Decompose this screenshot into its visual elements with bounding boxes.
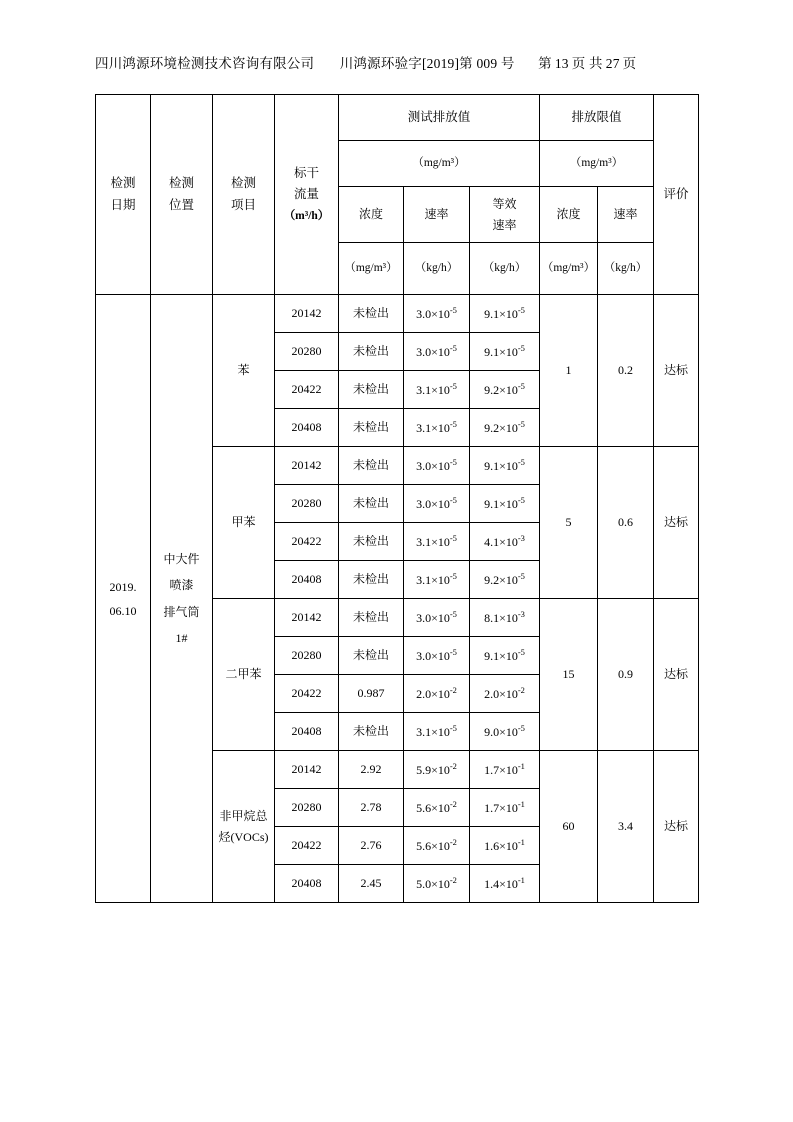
cell-concentration: 未检出 bbox=[339, 447, 404, 485]
header-rate-unit: （kg/h） bbox=[404, 243, 470, 295]
company-name: 四川鸿源环境检测技术咨询有限公司 bbox=[95, 56, 315, 71]
cell-concentration: 2.76 bbox=[339, 827, 404, 865]
header-limit-rate-unit: （kg/h） bbox=[598, 243, 654, 295]
cell-concentration: 0.987 bbox=[339, 675, 404, 713]
cell-limit-rate: 0.6 bbox=[598, 447, 654, 599]
header-limit-rate: 速率 bbox=[598, 187, 654, 243]
equiv-base: 9.1×10 bbox=[484, 458, 518, 473]
emission-data-table bbox=[95, 94, 699, 903]
cell-equiv-rate bbox=[470, 637, 540, 675]
rate-exp: -5 bbox=[449, 494, 457, 505]
cell-concentration: 未检出 bbox=[339, 713, 404, 751]
cell-flow: 20280 bbox=[275, 637, 339, 675]
rate-base: 5.6×10 bbox=[416, 800, 450, 815]
rate-exp: -2 bbox=[449, 798, 457, 809]
equiv-exp: -1 bbox=[517, 760, 525, 771]
cell-concentration: 未检出 bbox=[339, 333, 404, 371]
page-middle-label: 页 共 bbox=[571, 56, 603, 71]
header-item bbox=[213, 95, 275, 295]
cell-rate bbox=[404, 447, 470, 485]
cell-concentration: 未检出 bbox=[339, 599, 404, 637]
cell-limit-concentration: 5 bbox=[540, 447, 598, 599]
cell-equiv-rate bbox=[470, 789, 540, 827]
cell-item-line2: 烃(VOCs) bbox=[218, 829, 269, 844]
rate-exp: -2 bbox=[449, 836, 457, 847]
cell-item: 二甲苯 bbox=[213, 599, 275, 751]
report-code: 川鸿源环验字[2019]第 009 号 bbox=[339, 56, 515, 71]
header-location bbox=[151, 95, 213, 295]
location-line-3: 排气筒 bbox=[163, 604, 200, 619]
cell-rate bbox=[404, 409, 470, 447]
header-item-line2: 项目 bbox=[230, 197, 256, 212]
cell-concentration: 未检出 bbox=[339, 523, 404, 561]
cell-equiv-rate bbox=[470, 485, 540, 523]
rate-exp: -5 bbox=[449, 532, 457, 543]
equiv-base: 9.0×10 bbox=[484, 724, 518, 739]
rate-exp: -5 bbox=[449, 722, 457, 733]
cell-evaluation: 达标 bbox=[654, 447, 699, 599]
equiv-exp: -2 bbox=[517, 684, 525, 695]
cell-limit-rate: 3.4 bbox=[598, 751, 654, 903]
cell-item bbox=[213, 751, 275, 903]
cell-equiv-rate bbox=[470, 827, 540, 865]
cell-flow: 20422 bbox=[275, 827, 339, 865]
rate-base: 3.0×10 bbox=[416, 458, 450, 473]
cell-flow: 20408 bbox=[275, 409, 339, 447]
cell-flow: 20408 bbox=[275, 865, 339, 903]
header-equiv-rate-line1: 等效 bbox=[492, 196, 517, 211]
header-location-line1: 检测 bbox=[168, 175, 194, 190]
header-concentration-unit: （mg/m³） bbox=[339, 243, 404, 295]
date-line-2: 06.10 bbox=[109, 603, 137, 618]
header-item-line1: 检测 bbox=[230, 175, 256, 190]
header-date-line2: 日期 bbox=[110, 197, 136, 212]
rate-base: 3.0×10 bbox=[416, 496, 450, 511]
cell-concentration: 未检出 bbox=[339, 371, 404, 409]
cell-equiv-rate bbox=[470, 599, 540, 637]
rate-base: 2.0×10 bbox=[416, 686, 450, 701]
equiv-base: 9.2×10 bbox=[484, 420, 518, 435]
cell-concentration: 未检出 bbox=[339, 561, 404, 599]
rate-exp: -5 bbox=[449, 304, 457, 315]
rate-base: 3.1×10 bbox=[416, 382, 450, 397]
location-line-4: 1# bbox=[175, 630, 188, 645]
equiv-exp: -1 bbox=[517, 836, 525, 847]
header-equiv-rate-unit: （kg/h） bbox=[470, 243, 540, 295]
page-total: 27 bbox=[605, 56, 620, 71]
rate-base: 3.1×10 bbox=[416, 534, 450, 549]
equiv-exp: -3 bbox=[517, 608, 525, 619]
rate-exp: -5 bbox=[449, 608, 457, 619]
cell-equiv-rate bbox=[470, 409, 540, 447]
header-equiv-rate bbox=[470, 187, 540, 243]
equiv-base: 9.1×10 bbox=[484, 344, 518, 359]
cell-evaluation: 达标 bbox=[654, 599, 699, 751]
cell-location bbox=[151, 295, 213, 903]
cell-limit-concentration: 15 bbox=[540, 599, 598, 751]
cell-rate bbox=[404, 561, 470, 599]
header-limit-concentration: 浓度 bbox=[540, 187, 598, 243]
equiv-base: 9.2×10 bbox=[484, 572, 518, 587]
equiv-base: 2.0×10 bbox=[484, 686, 518, 701]
cell-rate bbox=[404, 637, 470, 675]
equiv-exp: -1 bbox=[517, 798, 525, 809]
location-line-2: 喷漆 bbox=[169, 578, 194, 593]
cell-rate bbox=[404, 713, 470, 751]
cell-equiv-rate bbox=[470, 447, 540, 485]
cell-rate bbox=[404, 751, 470, 789]
rate-base: 3.0×10 bbox=[416, 344, 450, 359]
cell-flow: 20142 bbox=[275, 447, 339, 485]
rate-exp: -2 bbox=[449, 874, 457, 885]
cell-flow: 20422 bbox=[275, 371, 339, 409]
header-date bbox=[96, 95, 151, 295]
cell-flow: 20280 bbox=[275, 333, 339, 371]
header-rate: 速率 bbox=[404, 187, 470, 243]
cell-flow: 20280 bbox=[275, 485, 339, 523]
cell-concentration: 未检出 bbox=[339, 485, 404, 523]
equiv-exp: -5 bbox=[517, 304, 525, 315]
cell-flow: 20408 bbox=[275, 713, 339, 751]
page-suffix-label: 页 bbox=[622, 56, 637, 71]
cell-concentration: 2.45 bbox=[339, 865, 404, 903]
header-evaluation: 评价 bbox=[654, 95, 699, 295]
cell-rate bbox=[404, 675, 470, 713]
cell-concentration: 未检出 bbox=[339, 637, 404, 675]
cell-flow: 20280 bbox=[275, 789, 339, 827]
equiv-exp: -5 bbox=[517, 494, 525, 505]
location-line-1: 中大件 bbox=[163, 551, 200, 566]
cell-concentration: 2.92 bbox=[339, 751, 404, 789]
equiv-exp: -1 bbox=[517, 874, 525, 885]
rate-exp: -5 bbox=[449, 646, 457, 657]
equiv-base: 4.1×10 bbox=[484, 534, 518, 549]
cell-flow: 20422 bbox=[275, 523, 339, 561]
cell-equiv-rate bbox=[470, 751, 540, 789]
cell-equiv-rate bbox=[470, 295, 540, 333]
header-equiv-rate-line2: 速率 bbox=[492, 217, 517, 232]
rate-exp: -2 bbox=[449, 684, 457, 695]
header-flow-unit: （m³/h） bbox=[283, 210, 330, 223]
cell-equiv-rate bbox=[470, 865, 540, 903]
rate-exp: -5 bbox=[449, 380, 457, 391]
cell-limit-rate: 0.2 bbox=[598, 295, 654, 447]
rate-exp: -2 bbox=[449, 760, 457, 771]
equiv-base: 8.1×10 bbox=[484, 610, 518, 625]
table-row bbox=[96, 295, 699, 333]
cell-rate bbox=[404, 599, 470, 637]
equiv-exp: -5 bbox=[517, 456, 525, 467]
rate-base: 3.1×10 bbox=[416, 420, 450, 435]
cell-limit-rate: 0.9 bbox=[598, 599, 654, 751]
header-flow bbox=[275, 95, 339, 295]
cell-rate bbox=[404, 485, 470, 523]
rate-base: 5.6×10 bbox=[416, 838, 450, 853]
cell-rate bbox=[404, 827, 470, 865]
header-date-line1: 检测 bbox=[110, 175, 136, 190]
cell-equiv-rate bbox=[470, 713, 540, 751]
equiv-base: 1.4×10 bbox=[484, 876, 518, 891]
cell-equiv-rate bbox=[470, 675, 540, 713]
cell-flow: 20422 bbox=[275, 675, 339, 713]
cell-limit-concentration: 1 bbox=[540, 295, 598, 447]
equiv-exp: -5 bbox=[517, 380, 525, 391]
page-prefix-label: 第 bbox=[538, 56, 552, 71]
rate-base: 5.0×10 bbox=[416, 876, 450, 891]
equiv-base: 9.2×10 bbox=[484, 382, 518, 397]
header-limit-group: 排放限值 bbox=[540, 95, 654, 141]
rate-exp: -5 bbox=[449, 456, 457, 467]
equiv-exp: -5 bbox=[517, 418, 525, 429]
cell-date bbox=[96, 295, 151, 903]
header-measured-unit: （mg/m³） bbox=[339, 141, 540, 187]
rate-base: 3.0×10 bbox=[416, 306, 450, 321]
cell-concentration: 未检出 bbox=[339, 409, 404, 447]
cell-item-line1: 非甲烷总 bbox=[219, 808, 268, 823]
cell-rate bbox=[404, 789, 470, 827]
cell-rate bbox=[404, 523, 470, 561]
rate-base: 3.1×10 bbox=[416, 572, 450, 587]
cell-item: 甲苯 bbox=[213, 447, 275, 599]
rate-base: 3.1×10 bbox=[416, 724, 450, 739]
cell-limit-concentration: 60 bbox=[540, 751, 598, 903]
cell-equiv-rate bbox=[470, 561, 540, 599]
cell-evaluation: 达标 bbox=[654, 751, 699, 903]
equiv-exp: -5 bbox=[517, 646, 525, 657]
header-measured-group: 测试排放值 bbox=[339, 95, 540, 141]
cell-rate bbox=[404, 295, 470, 333]
rate-exp: -5 bbox=[449, 342, 457, 353]
page-number bbox=[538, 56, 636, 71]
equiv-base: 1.7×10 bbox=[484, 762, 518, 777]
equiv-exp: -5 bbox=[517, 570, 525, 581]
header-limit-concentration-unit: （mg/m³） bbox=[540, 243, 598, 295]
page-header bbox=[95, 52, 698, 72]
equiv-exp: -5 bbox=[517, 342, 525, 353]
page-current: 13 bbox=[554, 56, 569, 71]
cell-flow: 20142 bbox=[275, 599, 339, 637]
cell-rate bbox=[404, 333, 470, 371]
header-concentration: 浓度 bbox=[339, 187, 404, 243]
cell-evaluation: 达标 bbox=[654, 295, 699, 447]
date-line-1: 2019. bbox=[109, 579, 137, 594]
rate-exp: -5 bbox=[449, 570, 457, 581]
rate-base: 3.0×10 bbox=[416, 648, 450, 663]
cell-concentration: 2.78 bbox=[339, 789, 404, 827]
cell-equiv-rate bbox=[470, 523, 540, 561]
equiv-base: 9.1×10 bbox=[484, 306, 518, 321]
equiv-exp: -5 bbox=[517, 722, 525, 733]
cell-equiv-rate bbox=[470, 371, 540, 409]
cell-flow: 20142 bbox=[275, 295, 339, 333]
rate-base: 3.0×10 bbox=[416, 610, 450, 625]
cell-flow: 20408 bbox=[275, 561, 339, 599]
equiv-base: 9.1×10 bbox=[484, 648, 518, 663]
header-location-line2: 位置 bbox=[168, 197, 194, 212]
rate-exp: -5 bbox=[449, 418, 457, 429]
equiv-exp: -3 bbox=[517, 532, 525, 543]
header-flow-line1: 标干 bbox=[293, 165, 319, 180]
rate-base: 5.9×10 bbox=[416, 762, 450, 777]
cell-concentration: 未检出 bbox=[339, 295, 404, 333]
equiv-base: 9.1×10 bbox=[484, 496, 518, 511]
cell-item: 苯 bbox=[213, 295, 275, 447]
equiv-base: 1.7×10 bbox=[484, 800, 518, 815]
cell-rate bbox=[404, 865, 470, 903]
header-limit-unit: （mg/m³） bbox=[540, 141, 654, 187]
equiv-base: 1.6×10 bbox=[484, 838, 518, 853]
header-flow-line2: 流量 bbox=[293, 187, 319, 202]
cell-equiv-rate bbox=[470, 333, 540, 371]
cell-flow: 20142 bbox=[275, 751, 339, 789]
cell-rate bbox=[404, 371, 470, 409]
